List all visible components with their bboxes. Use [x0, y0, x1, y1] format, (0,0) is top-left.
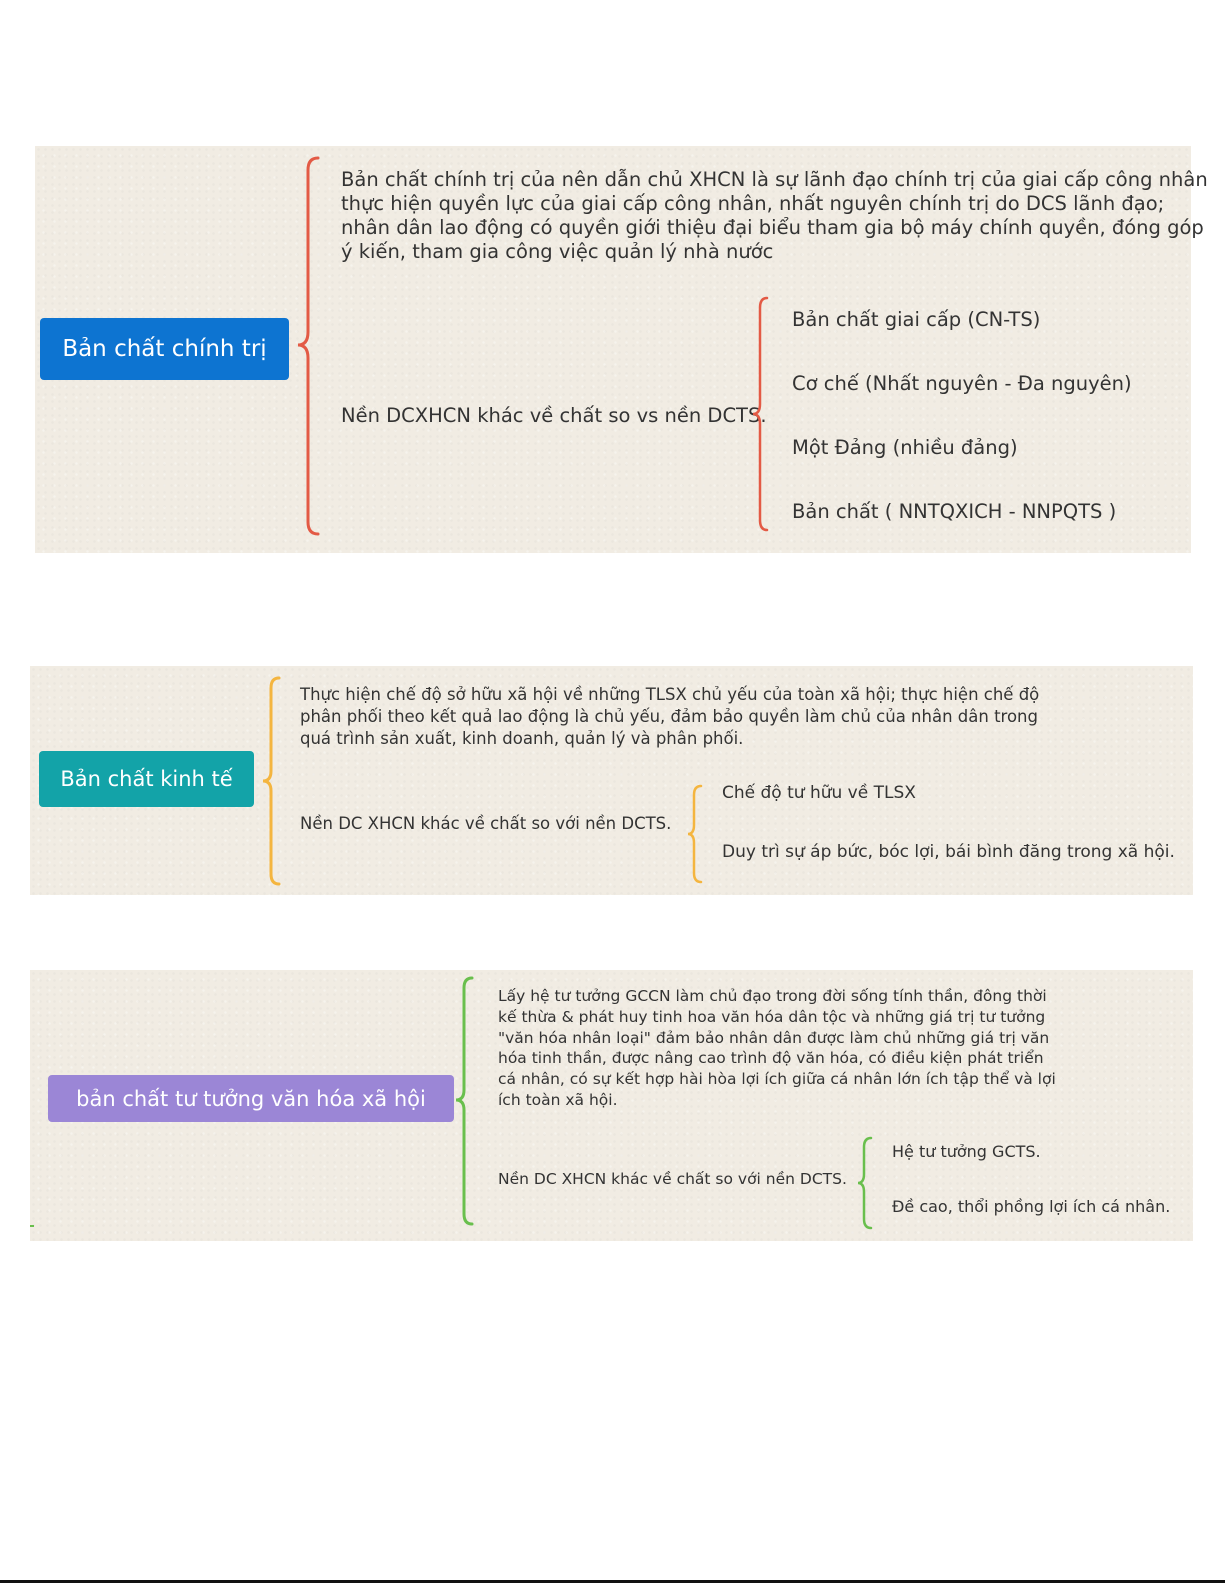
- economic-panel: [30, 666, 1193, 895]
- economic-item-private-ownership: Chế độ tư hữu về TLSX: [722, 783, 916, 803]
- economic-sub-brace: [688, 786, 706, 886]
- economic-description: Thực hiện chế độ sở hữu xã hội về những TLSX chủ yếu của toàn xã hội; thực hiện chế độ phân phối theo kết quả lao động là chủ yếu, đảm bảo quyền làm chủ của nhân dân trong quá trình sản xuất, kinh doanh, quản lý và phân phối.: [300, 685, 1040, 748]
- political-node: Bản chất chính trị: [40, 318, 289, 380]
- ideology-compare-text: Nền DC XHCN khác về chất so với nền DCTS.: [498, 1170, 847, 1188]
- ideology-sub-brace: [858, 1138, 876, 1234]
- political-main-brace: [298, 158, 328, 538]
- political-item-mechanism: Cơ chế (Nhất nguyên - Đa nguyên): [792, 372, 1132, 395]
- ideology-panel: [30, 970, 1193, 1241]
- ideology-description: Lấy hệ tư tưởng GCCN làm chủ đạo trong đời sống tính thần, đông thời kế thừa & phát huy tinh hoa văn hóa dân tộc và những giá trị tư tưởng "văn hóa nhân loại" đảm bảo nhân dân được làm chủ những giá trị văn hóa tinh thần, được nâng cao trình độ văn hóa, có điều kiện phát triển cá nhân, có sự kết hợp hài hòa lợi ích giữa cá nhân lớn ích tập thể và lợi ích toàn xã hội.: [498, 987, 1056, 1109]
- ideology-node: bản chất tư tưởng văn hóa xã hội: [48, 1075, 454, 1122]
- ideology-item-bourgeois: Hệ tư tưởng GCTS.: [892, 1142, 1041, 1161]
- economic-item-exploitation: Duy trì sự áp bức, bóc lợi, bái bình đăng trong xã hội.: [722, 842, 1175, 862]
- political-panel: [35, 146, 1208, 553]
- economic-main-brace: [263, 678, 287, 888]
- political-compare-text: Nền DCXHCN khác về chất so vs nền DCTS.: [341, 404, 767, 427]
- panel-edge-mark: [30, 1225, 34, 1227]
- ideology-item-individualism: Đề cao, thổi phồng lợi ích cá nhân.: [892, 1197, 1171, 1216]
- political-item-class: Bản chất giai cấp (CN-TS): [792, 308, 1041, 331]
- economic-compare-text: Nền DC XHCN khác về chất so với nền DCTS.: [300, 814, 672, 833]
- political-item-nature: Bản chất ( NNTQXICH - NNPQTS ): [792, 500, 1117, 523]
- economic-node: Bản chất kinh tế: [39, 751, 254, 807]
- political-item-party: Một Đảng (nhiều đảng): [792, 436, 1018, 459]
- political-description: Bản chất chính trị của nên dẫn chủ XHCN là sự lãnh đạo chính trị của giai cấp công nhân thực hiện quyền lực của giai cấp công nhân, nhất nguyên chính trị do DCS lãnh đạo; nhân dân lao động có quyền giới thiệu đại biểu tham gia bộ máy chính quyền, đóng góp ý kiến, tham gia công việc quản lý nhà nước: [341, 168, 1208, 263]
- political-sub-brace: [753, 298, 773, 534]
- page-bottom-rule: [0, 1580, 1225, 1583]
- ideology-main-brace: [456, 978, 480, 1234]
